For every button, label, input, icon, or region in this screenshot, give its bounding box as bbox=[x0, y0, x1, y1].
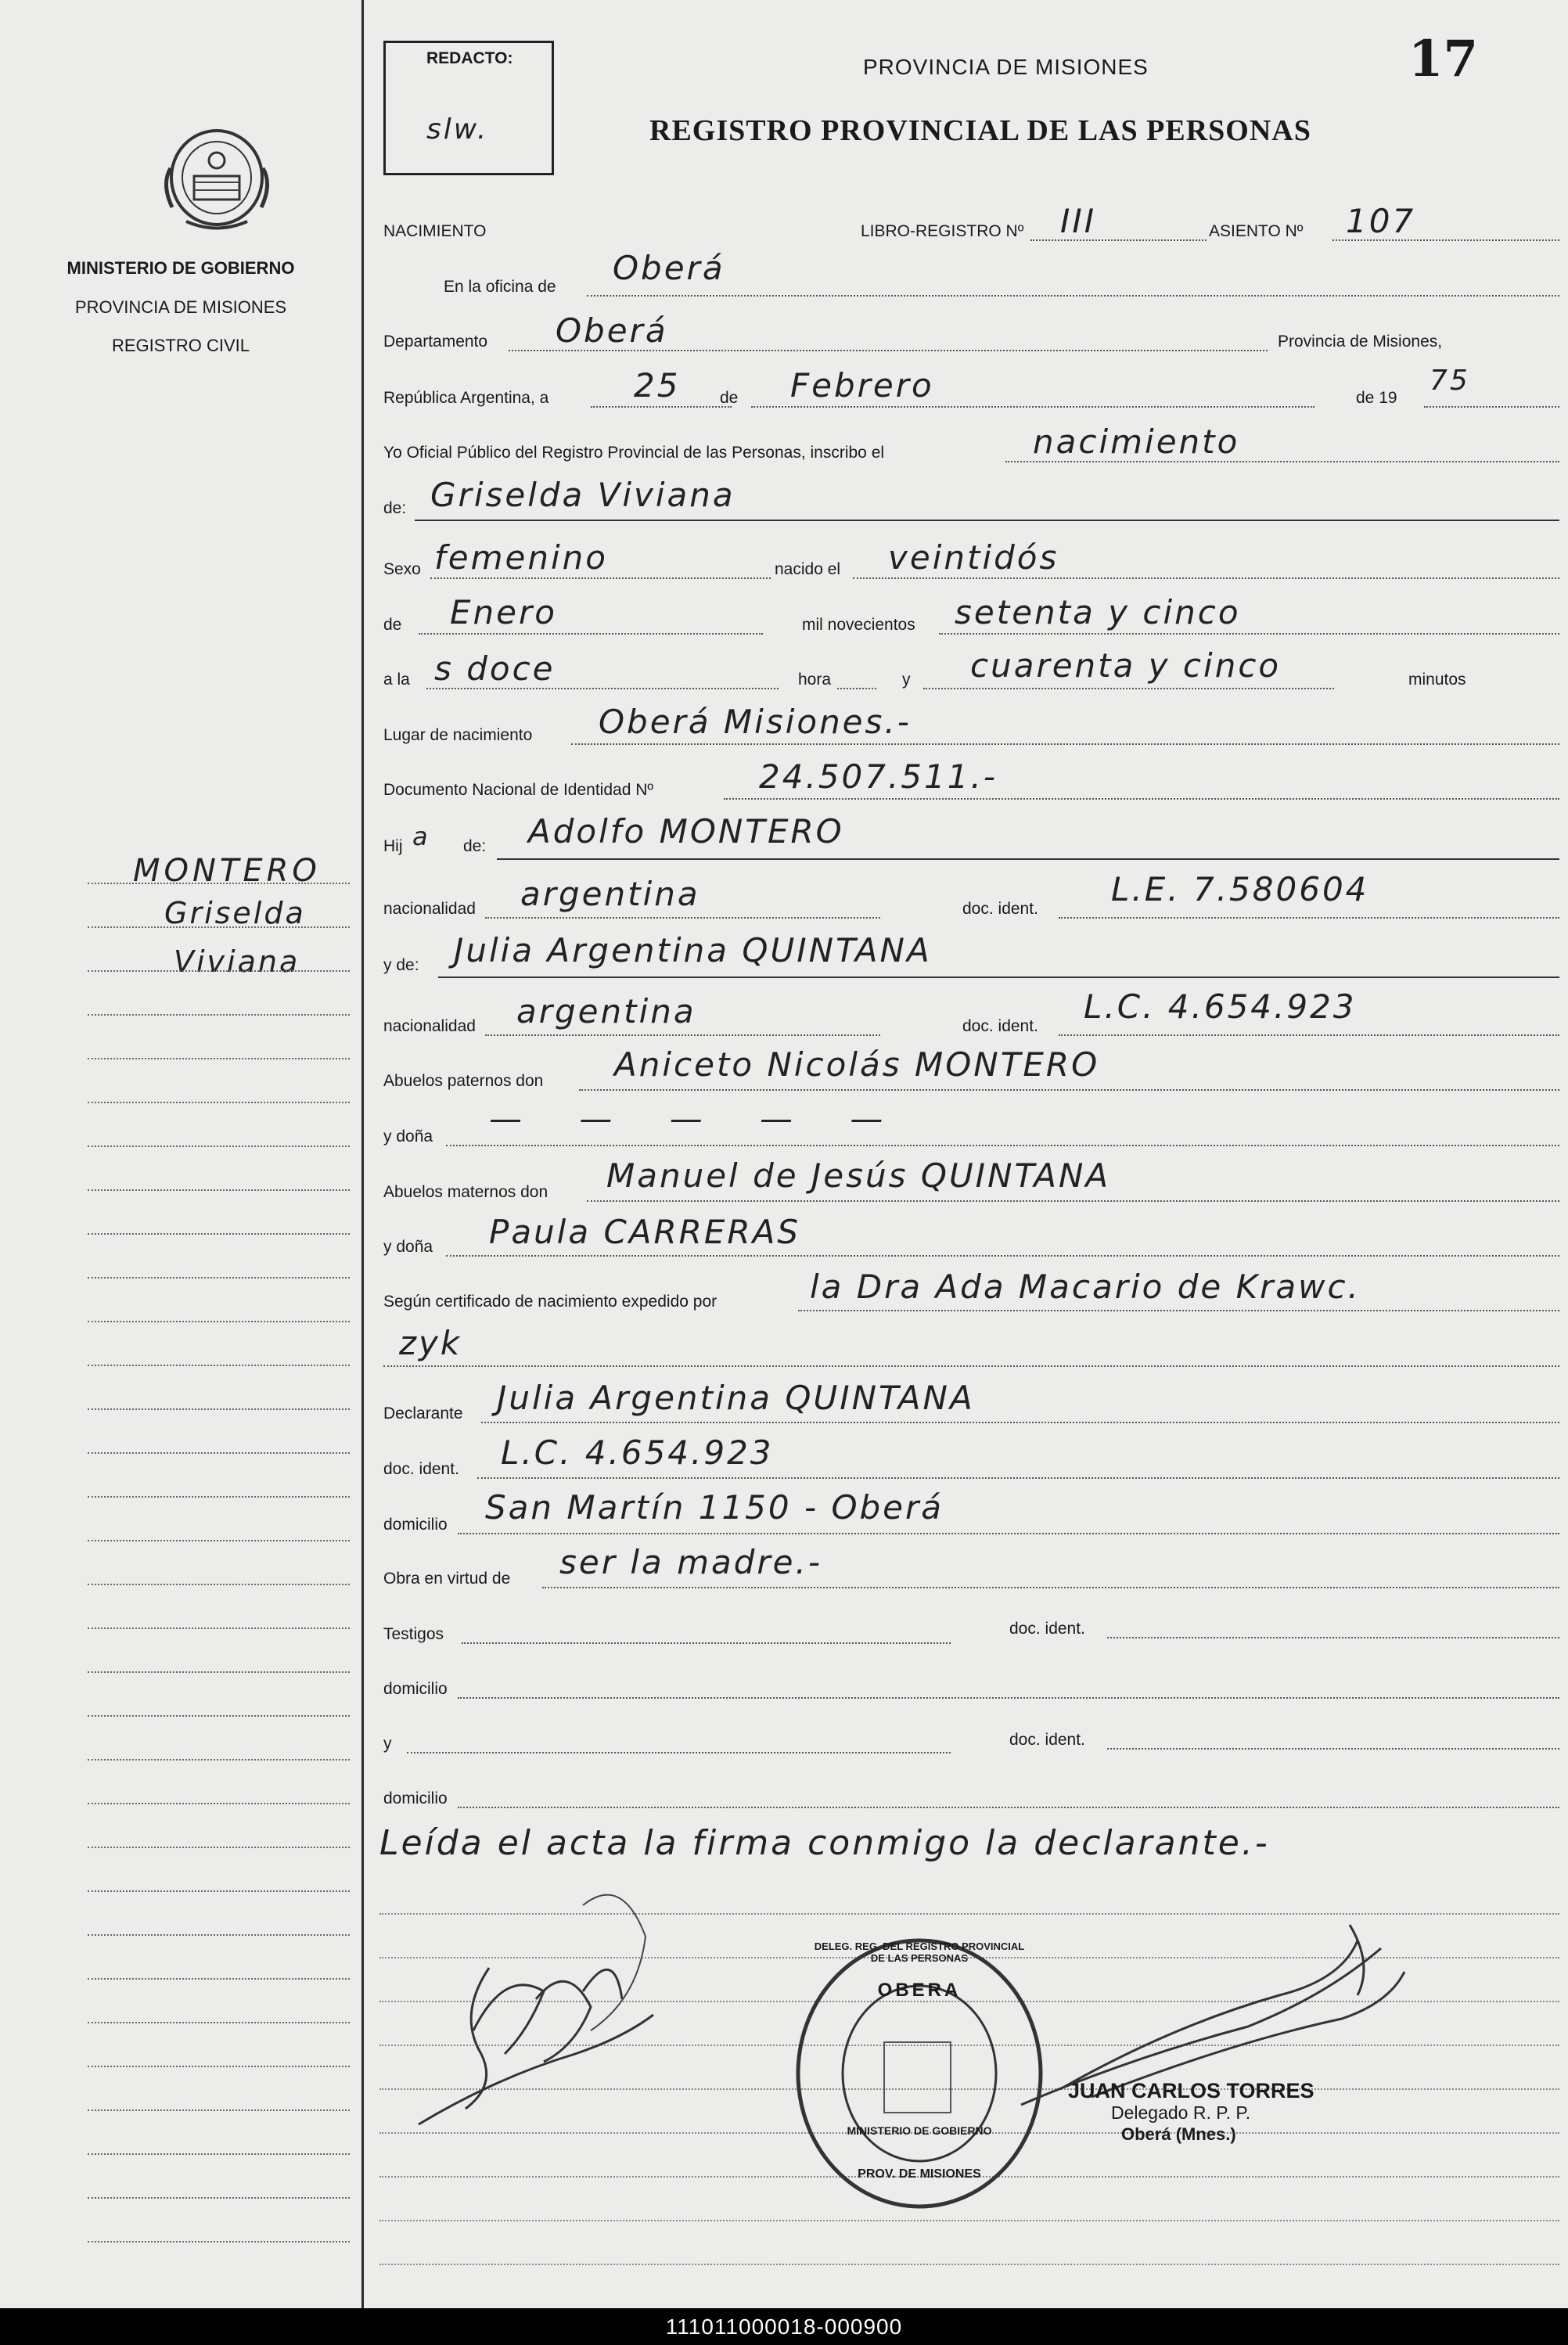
abuelos-pat-label: Abuelos paternos don bbox=[383, 1072, 544, 1090]
doc-padre-dots bbox=[1059, 917, 1559, 919]
year-prefix: de 19 bbox=[1356, 389, 1397, 407]
provincia-suffix: Provincia de Misiones, bbox=[1278, 333, 1443, 351]
registry-header: REGISTRO PROVINCIAL DE LAS PERSONAS bbox=[649, 114, 1311, 147]
name-de-label: de: bbox=[383, 499, 407, 517]
testigo2-doc-dots bbox=[1107, 1748, 1559, 1750]
civil-registry-title: REGISTRO CIVIL bbox=[111, 336, 250, 355]
margin-rule bbox=[88, 2109, 350, 2111]
testigos-dom-dots bbox=[458, 1697, 1559, 1699]
abuela-mat-value: Paula CARRERAS bbox=[489, 1213, 800, 1251]
hij-suffix: a bbox=[412, 822, 430, 851]
month-dots bbox=[751, 406, 1314, 408]
margin-rule bbox=[88, 1759, 350, 1761]
name-value: Griselda Viviana bbox=[430, 476, 735, 514]
declarante-label: Declarante bbox=[383, 1404, 463, 1422]
margin-rule bbox=[88, 1014, 350, 1016]
oficina-label: En la oficina de bbox=[444, 278, 556, 296]
nacido-dots bbox=[853, 577, 1559, 579]
oficina-value: Oberá bbox=[613, 249, 725, 287]
margin-rule bbox=[88, 1715, 350, 1717]
abuelos-pat-value: Aniceto Nicolás MONTERO bbox=[614, 1045, 1100, 1084]
margin-rule bbox=[88, 1803, 350, 1804]
redacto-initials: slw. bbox=[426, 113, 489, 146]
sexo-dots bbox=[430, 577, 771, 579]
ala-value: s doce bbox=[434, 649, 556, 688]
departamento-dots bbox=[509, 350, 1268, 351]
abuela-pat-value: — — — — — bbox=[489, 1099, 907, 1138]
margin-rule bbox=[88, 2197, 350, 2199]
testigos-dom-label: domicilio bbox=[383, 1680, 448, 1698]
margin-rule bbox=[88, 1408, 350, 1410]
libro-dots bbox=[1030, 239, 1207, 241]
certificado-cont-dots bbox=[383, 1365, 1559, 1367]
testigo2-dom-label: domicilio bbox=[383, 1789, 448, 1807]
year-dots bbox=[1424, 406, 1559, 408]
archive-code-footer: 111011000018-000900 bbox=[0, 2308, 1568, 2345]
domicilio-decl-dots bbox=[458, 1533, 1559, 1534]
oficial-value: nacimiento bbox=[1033, 423, 1240, 461]
delegate-name: JUAN CARLOS TORRES bbox=[1068, 2079, 1314, 2102]
margin-rule bbox=[88, 1978, 350, 1980]
margin-rule bbox=[88, 1540, 350, 1541]
padre-line bbox=[497, 858, 1559, 860]
mil-value: setenta y cinco bbox=[955, 593, 1241, 631]
mes-dots bbox=[419, 633, 763, 635]
sexo-label: Sexo bbox=[383, 560, 421, 578]
nacido-label: nacido el bbox=[775, 560, 841, 578]
nacimiento-label: NACIMIENTO bbox=[383, 222, 487, 240]
mes-value: Enero bbox=[450, 593, 557, 631]
minutos-dots bbox=[923, 688, 1334, 689]
ministry-title: MINISTERIO DE GOBIERNO bbox=[67, 258, 295, 278]
abuelos-mat-value: Manuel de Jesús QUINTANA bbox=[606, 1156, 1111, 1195]
abuela-mat-dots bbox=[446, 1255, 1559, 1257]
testigos-dots bbox=[462, 1642, 951, 1644]
hora-label: hora bbox=[798, 671, 832, 689]
doc-padre-label: doc. ident. bbox=[962, 900, 1038, 918]
obra-value: ser la madre.- bbox=[559, 1543, 823, 1581]
certificado-cont: zyk bbox=[399, 1324, 462, 1362]
abuela-mat-label: y doña bbox=[383, 1238, 433, 1256]
dni-dots bbox=[724, 798, 1559, 800]
margin-rule bbox=[88, 1627, 350, 1629]
redacto-box bbox=[383, 41, 554, 175]
dni-value: 24.507.511.- bbox=[759, 757, 998, 796]
departamento-value: Oberá bbox=[556, 311, 668, 350]
margin-note-name1: Griselda bbox=[164, 896, 306, 930]
nacido-value: veintidós bbox=[888, 538, 1059, 577]
margin-note-surname: MONTERO bbox=[133, 853, 321, 889]
margin-rule bbox=[88, 1671, 350, 1673]
dni-label: Documento Nacional de Identidad Nº bbox=[383, 781, 654, 799]
margin-rule bbox=[88, 1146, 350, 1147]
declarante-dots bbox=[481, 1422, 1559, 1423]
abuelos-pat-dots bbox=[579, 1089, 1559, 1091]
coat-of-arms-emblem bbox=[155, 121, 279, 239]
stamp-ministry: MINISTERIO DE GOBIERNO bbox=[847, 2124, 992, 2137]
testigos-doc-dots bbox=[1107, 1637, 1559, 1638]
certificado-value: la Dra Ada Macario de Krawc. bbox=[810, 1268, 1361, 1306]
delegate-city: Oberá (Mnes.) bbox=[1121, 2124, 1236, 2144]
obra-dots bbox=[542, 1587, 1559, 1588]
lugar-label: Lugar de nacimiento bbox=[383, 726, 533, 744]
hij-label: Hij bbox=[383, 837, 403, 855]
margin-rule bbox=[88, 1321, 350, 1322]
oficina-dots bbox=[587, 295, 1559, 297]
hora-dots bbox=[837, 688, 876, 689]
stamp-province: PROV. DE MISIONES bbox=[858, 2167, 981, 2181]
mil-label: mil novecientos bbox=[802, 616, 915, 634]
nac-madre-value: argentina bbox=[516, 992, 696, 1030]
sexo-value: femenino bbox=[434, 538, 608, 577]
nac-padre-value: argentina bbox=[520, 875, 700, 913]
margin-column bbox=[0, 0, 361, 2308]
oficial-dots bbox=[1005, 461, 1559, 462]
domicilio-decl-label: domicilio bbox=[383, 1516, 448, 1534]
doc-madre-value: L.C. 4.654.923 bbox=[1084, 987, 1357, 1026]
blank-rule bbox=[379, 2220, 1559, 2221]
margin-rule bbox=[88, 1890, 350, 1892]
margin-rule bbox=[88, 1365, 350, 1366]
ala-dots bbox=[426, 688, 779, 689]
obra-label: Obra en virtud de bbox=[383, 1570, 511, 1588]
record-column bbox=[364, 0, 1568, 2308]
libro-value: III bbox=[1060, 202, 1097, 240]
doc-madre-label: doc. ident. bbox=[962, 1017, 1038, 1035]
nac-padre-dots bbox=[485, 917, 880, 919]
minutos-label: minutos bbox=[1408, 671, 1466, 689]
departamento-label: Departamento bbox=[383, 333, 488, 351]
name-line bbox=[415, 520, 1559, 521]
stamp-city: OBERA bbox=[877, 1980, 962, 2001]
stamp-ring-text: DELEG. REG. DEL REGISTRO PROVINCIAL DE LAS PERSONAS bbox=[814, 1940, 1025, 1964]
margin-rule bbox=[88, 1847, 350, 1848]
doc-madre-dots bbox=[1059, 1034, 1559, 1036]
margin-rule bbox=[88, 970, 350, 972]
margin-rule bbox=[88, 1189, 350, 1191]
certificado-label: Según certificado de nacimiento expedido por bbox=[383, 1293, 717, 1311]
declarant-signature bbox=[387, 1874, 669, 2132]
doc-decl-label: doc. ident. bbox=[383, 1460, 459, 1478]
testigos-doc-label: doc. ident. bbox=[1009, 1620, 1085, 1638]
padre-value: Adolfo MONTERO bbox=[528, 812, 844, 851]
testigo2-dots bbox=[407, 1752, 951, 1753]
margin-rule bbox=[88, 1934, 350, 1936]
redacto-label: REDACTO: bbox=[426, 49, 513, 67]
testigo2-doc-label: doc. ident. bbox=[1009, 1731, 1085, 1749]
margin-rule bbox=[88, 1496, 350, 1498]
delegate-title: Delegado R. P. P. bbox=[1111, 2102, 1251, 2123]
oficial-label: Yo Oficial Público del Registro Provincial de las Personas, inscribo el bbox=[383, 444, 885, 462]
asiento-value: 107 bbox=[1346, 202, 1416, 240]
official-stamp bbox=[790, 1933, 1048, 2214]
margin-rule bbox=[88, 2066, 350, 2067]
libro-label: LIBRO-REGISTRO Nº bbox=[861, 222, 1024, 240]
doc-decl-dots bbox=[477, 1477, 1559, 1479]
abuelos-mat-dots bbox=[587, 1200, 1559, 1202]
margin-rule bbox=[88, 1584, 350, 1585]
blank-rule bbox=[379, 2264, 1559, 2265]
lugar-value: Oberá Misiones.- bbox=[599, 703, 912, 741]
testigo2-dom-dots bbox=[458, 1807, 1559, 1808]
province-header: PROVINCIA DE MISIONES bbox=[863, 55, 1149, 79]
madre-value: Julia Argentina QUINTANA bbox=[454, 931, 932, 969]
nac-madre-dots bbox=[485, 1034, 880, 1036]
province-title: PROVINCIA DE MISIONES bbox=[74, 297, 287, 317]
hora-y-label: y bbox=[902, 671, 911, 689]
minutos-value: cuarenta y cinco bbox=[970, 646, 1282, 685]
margin-rule bbox=[88, 883, 350, 884]
mes-de-label: de bbox=[383, 616, 402, 634]
closing-statement: Leída el acta la firma conmigo la declarante.- bbox=[379, 1823, 1270, 1863]
madre-line bbox=[438, 976, 1559, 978]
margin-rule bbox=[88, 2153, 350, 2155]
doc-padre-value: L.E. 7.580604 bbox=[1111, 870, 1369, 908]
certificado-dots bbox=[798, 1310, 1559, 1311]
republica-label: República Argentina, a bbox=[383, 389, 549, 407]
abuelos-mat-label: Abuelos maternos don bbox=[383, 1183, 548, 1201]
testigos-label: Testigos bbox=[383, 1625, 444, 1643]
mil-dots bbox=[939, 633, 1559, 635]
lugar-dots bbox=[571, 743, 1559, 745]
yde-label: y de: bbox=[383, 956, 419, 974]
margin-rule bbox=[88, 2241, 350, 2242]
testigo2-y-label: y bbox=[383, 1735, 392, 1753]
margin-rule bbox=[88, 1277, 350, 1279]
margin-rule bbox=[88, 1058, 350, 1059]
year-value: 75 bbox=[1430, 365, 1470, 397]
nac-padre-label: nacionalidad bbox=[383, 900, 476, 918]
margin-rule bbox=[88, 2022, 350, 2023]
month-value: Febrero bbox=[790, 366, 934, 405]
margin-rule bbox=[88, 1233, 350, 1235]
ala-label: a la bbox=[383, 671, 410, 689]
nac-madre-label: nacionalidad bbox=[383, 1017, 476, 1035]
doc-decl-value: L.C. 4.654.923 bbox=[501, 1433, 774, 1472]
hij-de-label: de: bbox=[463, 837, 487, 855]
margin-note-name2: Viviana bbox=[174, 944, 300, 979]
margin-rule bbox=[88, 1452, 350, 1454]
asiento-label: ASIENTO Nº bbox=[1209, 222, 1304, 240]
abuela-pat-label: y doña bbox=[383, 1128, 433, 1146]
day-dots bbox=[591, 406, 732, 408]
declarante-value: Julia Argentina QUINTANA bbox=[497, 1379, 975, 1417]
de-label: de bbox=[720, 389, 739, 407]
domicilio-decl-value: San Martín 1150 - Oberá bbox=[485, 1488, 944, 1527]
margin-rule bbox=[88, 1102, 350, 1103]
margin-rule bbox=[88, 926, 350, 928]
abuela-pat-dots bbox=[446, 1145, 1559, 1146]
day-value: 25 bbox=[634, 366, 681, 405]
page-number: 17 bbox=[1408, 30, 1479, 88]
